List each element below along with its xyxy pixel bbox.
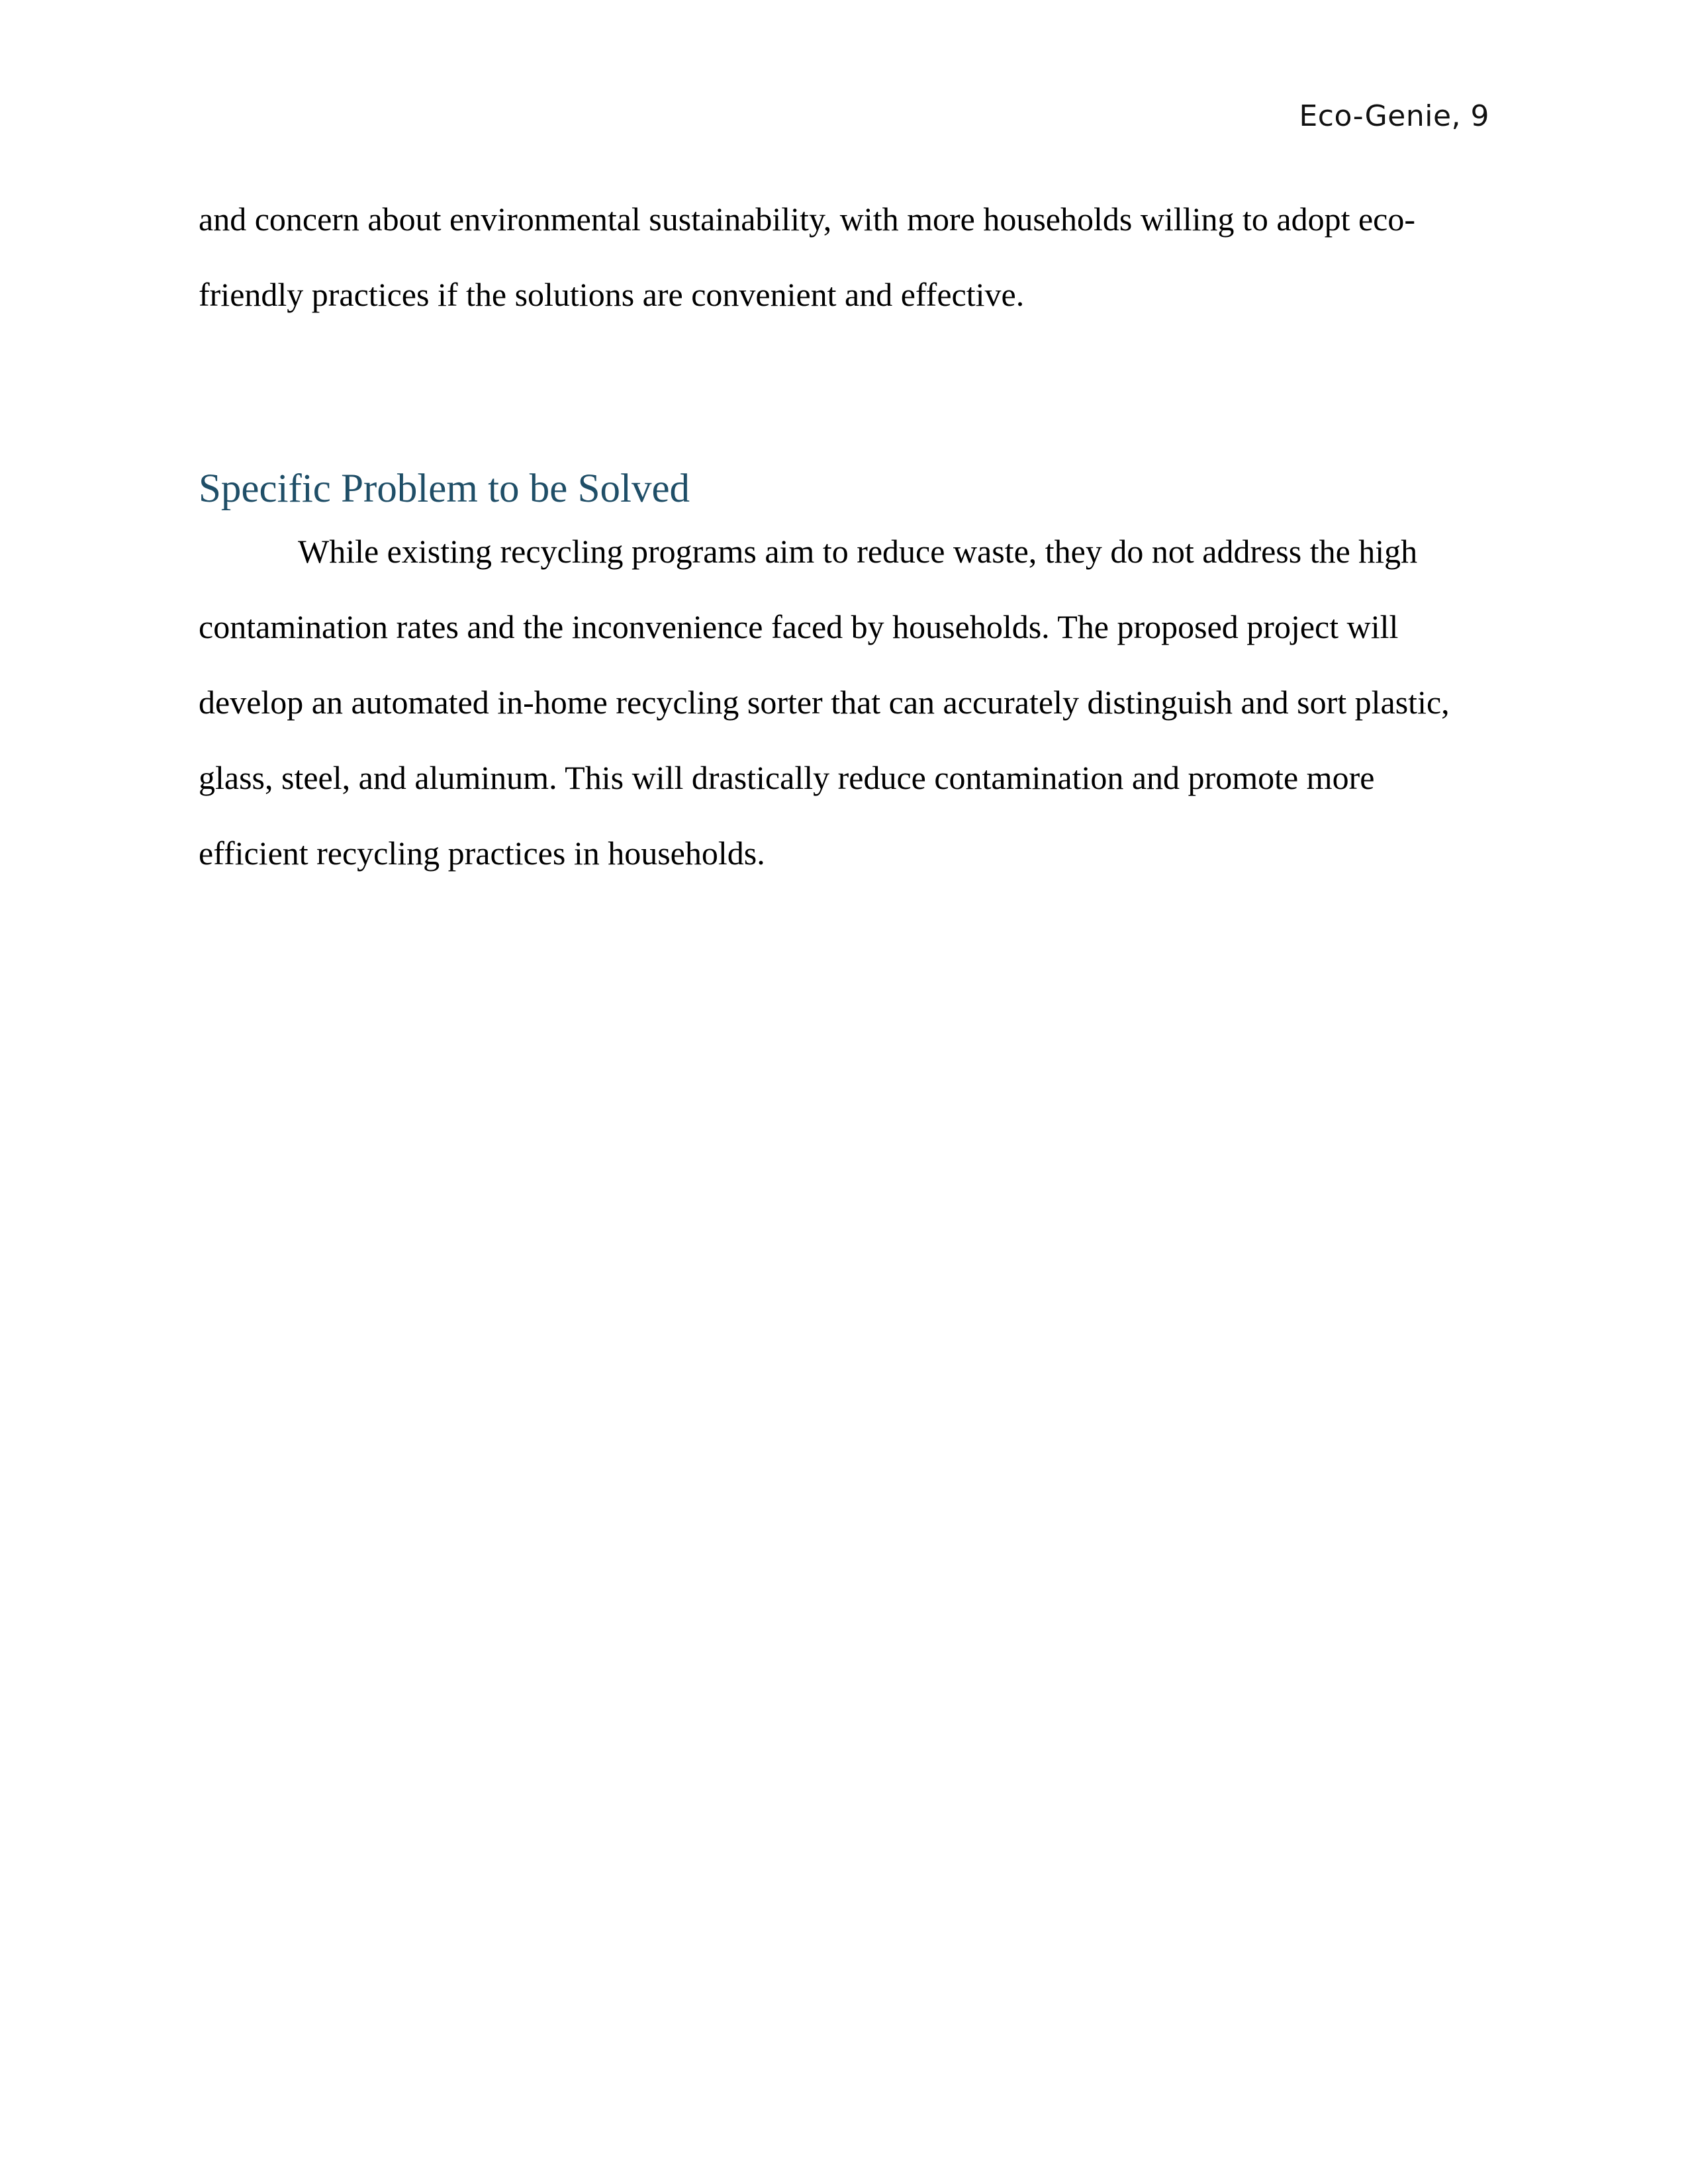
section-line-4: glass, steel, and aluminum. This will drastically reduce contamination and promote more: [199, 759, 1375, 796]
section-line-5: efficient recycling practices in households.: [199, 835, 765, 872]
section-heading: Specific Problem to be Solved: [199, 467, 690, 511]
section-line-3: develop an automated in-home recycling sorter that can accurately distinguish and sort plastic,: [199, 684, 1450, 721]
intro-line-1: and concern about environmental sustainability, with more households willing to adopt eco-: [199, 201, 1416, 238]
section-line-1: While existing recycling programs aim to reduce waste, they do not address the high: [298, 533, 1418, 570]
intro-line-2: friendly practices if the solutions are convenient and effective.: [199, 276, 1025, 313]
section-line-2: contamination rates and the inconvenience faced by households. The proposed project will: [199, 608, 1399, 645]
running-head: Eco-Genie, 9: [1299, 99, 1489, 133]
